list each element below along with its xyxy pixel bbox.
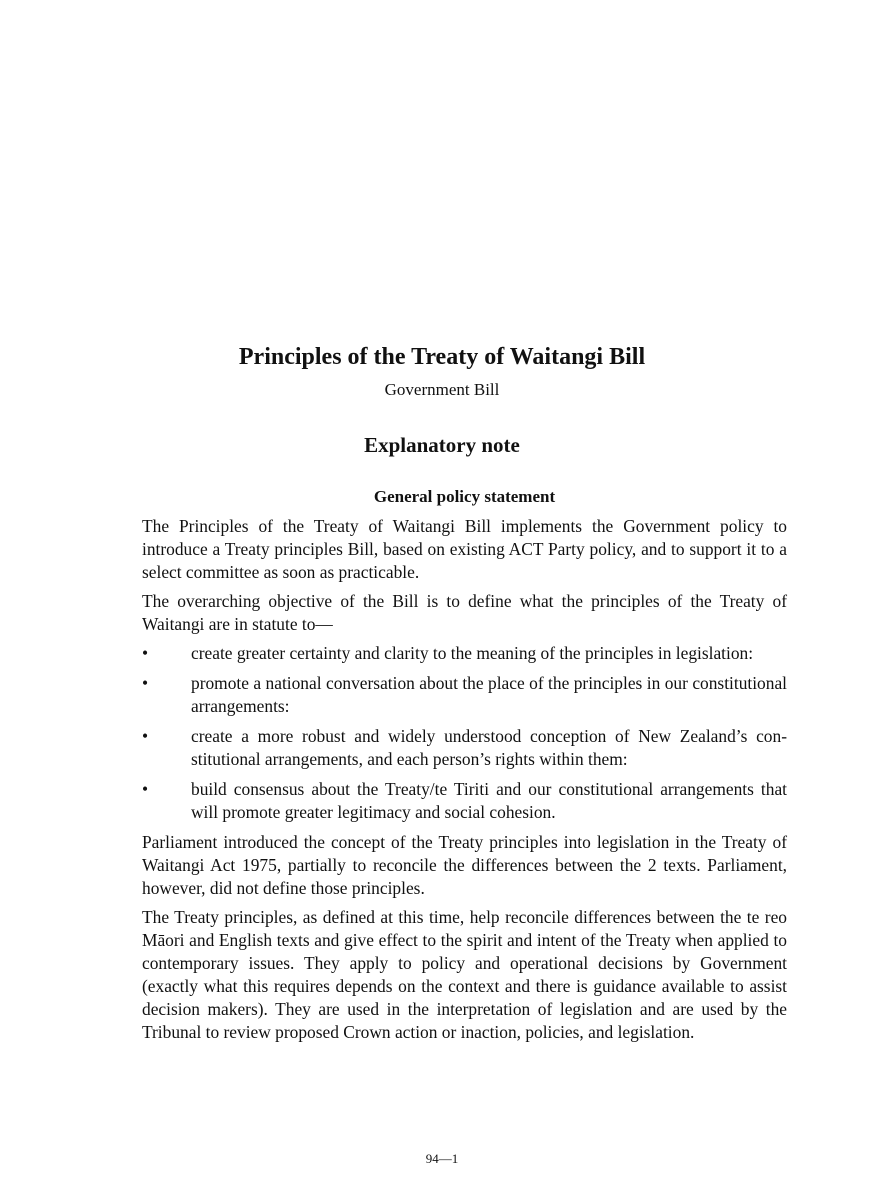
section-heading: General policy statement (373, 487, 556, 506)
list-item (142, 672, 787, 718)
paragraph-treaty-principles: The Treaty principles, as defined at this time, help reconcile differences between the te reo Māori and English texts and give effect to the spirit and intent of the Treaty when applied to contemporary issues. They apply to policy and operational decisions by Government (exactly what this requires depends on the context and there is guidance available to assist decision makers). They are used in the interpretation of legislation and are used by the Tribunal to review proposed Crown action or inaction, policies, and legislation. (142, 907, 787, 1042)
paragraph-parliament: Parliament introduced the concept of the Treaty principles into legislation in the Treaty of Waitangi Act 1975, partially to reconcile the differences between the 2 texts. Parliament, however, did not define those principles. (142, 832, 787, 898)
explanatory-note-heading: Explanatory note (364, 433, 520, 457)
bullet-icon: • (142, 643, 149, 663)
bill-type-subtitle: Government Bill (384, 380, 500, 399)
list-item (142, 725, 787, 771)
document-body (142, 485, 787, 1050)
list-item-text: create greater certainty and clarity to the meaning of the principles in legislation: (191, 643, 754, 663)
bullet-icon: • (142, 673, 149, 693)
bullet-icon: • (142, 779, 149, 799)
paragraph-objective: The overarching objective of the Bill is to define what the principles of the Treaty of Waitangi are in statute to— (142, 591, 787, 634)
list-item (142, 642, 787, 665)
list-item-text: build consensus about the Treaty/te Tiriti and our constitutional arrangements that will promote greater legitimacy and social cohesion. (191, 779, 787, 822)
list-item (142, 778, 787, 824)
objectives-list (142, 642, 787, 824)
bullet-icon: • (142, 726, 149, 746)
list-item-text: create a more robust and widely understood conception of New Zealand’s constitutional arrangements, and each person’s rights within them: (191, 726, 787, 769)
page-title: Principles of the Treaty of Waitangi Bill (238, 344, 646, 370)
paragraph-policy-intro: The Principles of the Treaty of Waitangi Bill implements the Government policy to introduce a Treaty principles Bill, based on existing ACT Party policy, and to support it to a select committee as soon as practicable. (142, 516, 787, 582)
list-item-text: promote a national conversation about the place of the principles in our constitutional arrangements: (191, 673, 787, 716)
page-number: 94—1 (425, 1151, 459, 1166)
